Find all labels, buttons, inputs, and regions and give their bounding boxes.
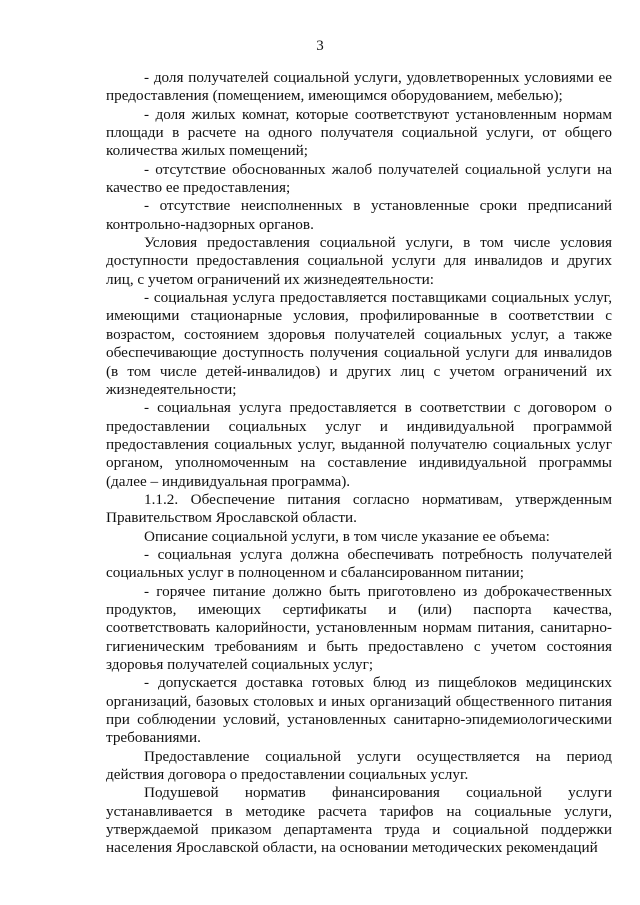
document-body [106,69,612,858]
paragraph-no-complaints: - отсутствие обоснованных жалоб получателей социальной услуги на качество ее предоставления; [106,160,612,197]
paragraph-inpatient-providers: - социальная услуга предоставляется поставщиками социальных услуг, имеющими стационарные условия, профилированные в соответствии с возрастом, состоянием здоровья получателей социальных услуг, а также обеспечивающие доступность получения социальной услуги для инвалидов (в том числе детей-инвалидов) и других лиц с учетом ограничений их жизнедеятельности; [106,289,612,398]
paragraph-meal-delivery: - допускается доставка готовых блюд из пищеблоков медицинских организаций, базовых столовых и иных организаций общественного питания при соблюдении условий, установленных санитарно-эпидемиологическими требованиями. [106,674,612,747]
paragraph-hot-meals: - горячее питание должно быть приготовлено из доброкачественных продуктов, имеющих сертификаты и (или) паспорта качества, соответствовать калорийности, установленным нормам питания, санитарно-гигиеническим требованиям и быть предоставлено с учетом состояния здоровья получателей социальных услуг; [106,582,612,673]
paragraph-satisfaction-share: - доля получателей социальной услуги, удовлетворенных условиями ее предоставления (помещением, имеющимся оборудованием, мебелью); [106,69,612,105]
paragraph-description-heading: Описание социальной услуги, в том числе указание ее объема: [144,527,550,545]
paragraph-conditions-heading: Условия предоставления социальной услуги, в том числе условия доступности предоставления социальной услуги для инвалидов и других лиц, с учетом ограничений их жизнедеятельности: [106,234,612,288]
paragraph-room-area-share: - доля жилых комнат, которые соответствуют установленным нормам площади в расчете на одного получателя социальной услуги, от общего количества жилых помещений; [106,105,612,160]
paragraph-per-capita-standard: Подушевой норматив финансирования социальной услуги устанавливается в методике расчета тарифов на социальные услуги, утверждаемой приказом департамента труда и социальной поддержки населения Ярославской области, на основании методических рекомендаций [106,784,612,857]
paragraph-service-period: Предоставление социальной услуги осуществляется на период действия договора о предоставлении социальных услуг. [106,747,612,784]
paragraph-no-violations: - отсутствие неисполненных в установленные сроки предписаний контрольно-надзорных органов. [106,197,612,233]
paragraph-balanced-nutrition: - социальная услуга должна обеспечивать потребность получателей социальных услуг в полноценном и сбалансированном питании; [106,545,612,582]
paragraph-contract-program: - социальная услуга предоставляется в соответствии с договором о предоставлении социальных услуг и индивидуальной программой предоставления социальных услуг, выданной получателю социальных услуг органом, уполномоченным на составление индивидуальной программы (далее – индивидуальная программа). [106,399,612,490]
page-number: 3 [316,38,324,54]
paragraph-section-1-1-2: 1.1.2. Обеспечение питания согласно нормативам, утвержденным Правительством Ярославской области. [106,490,612,527]
